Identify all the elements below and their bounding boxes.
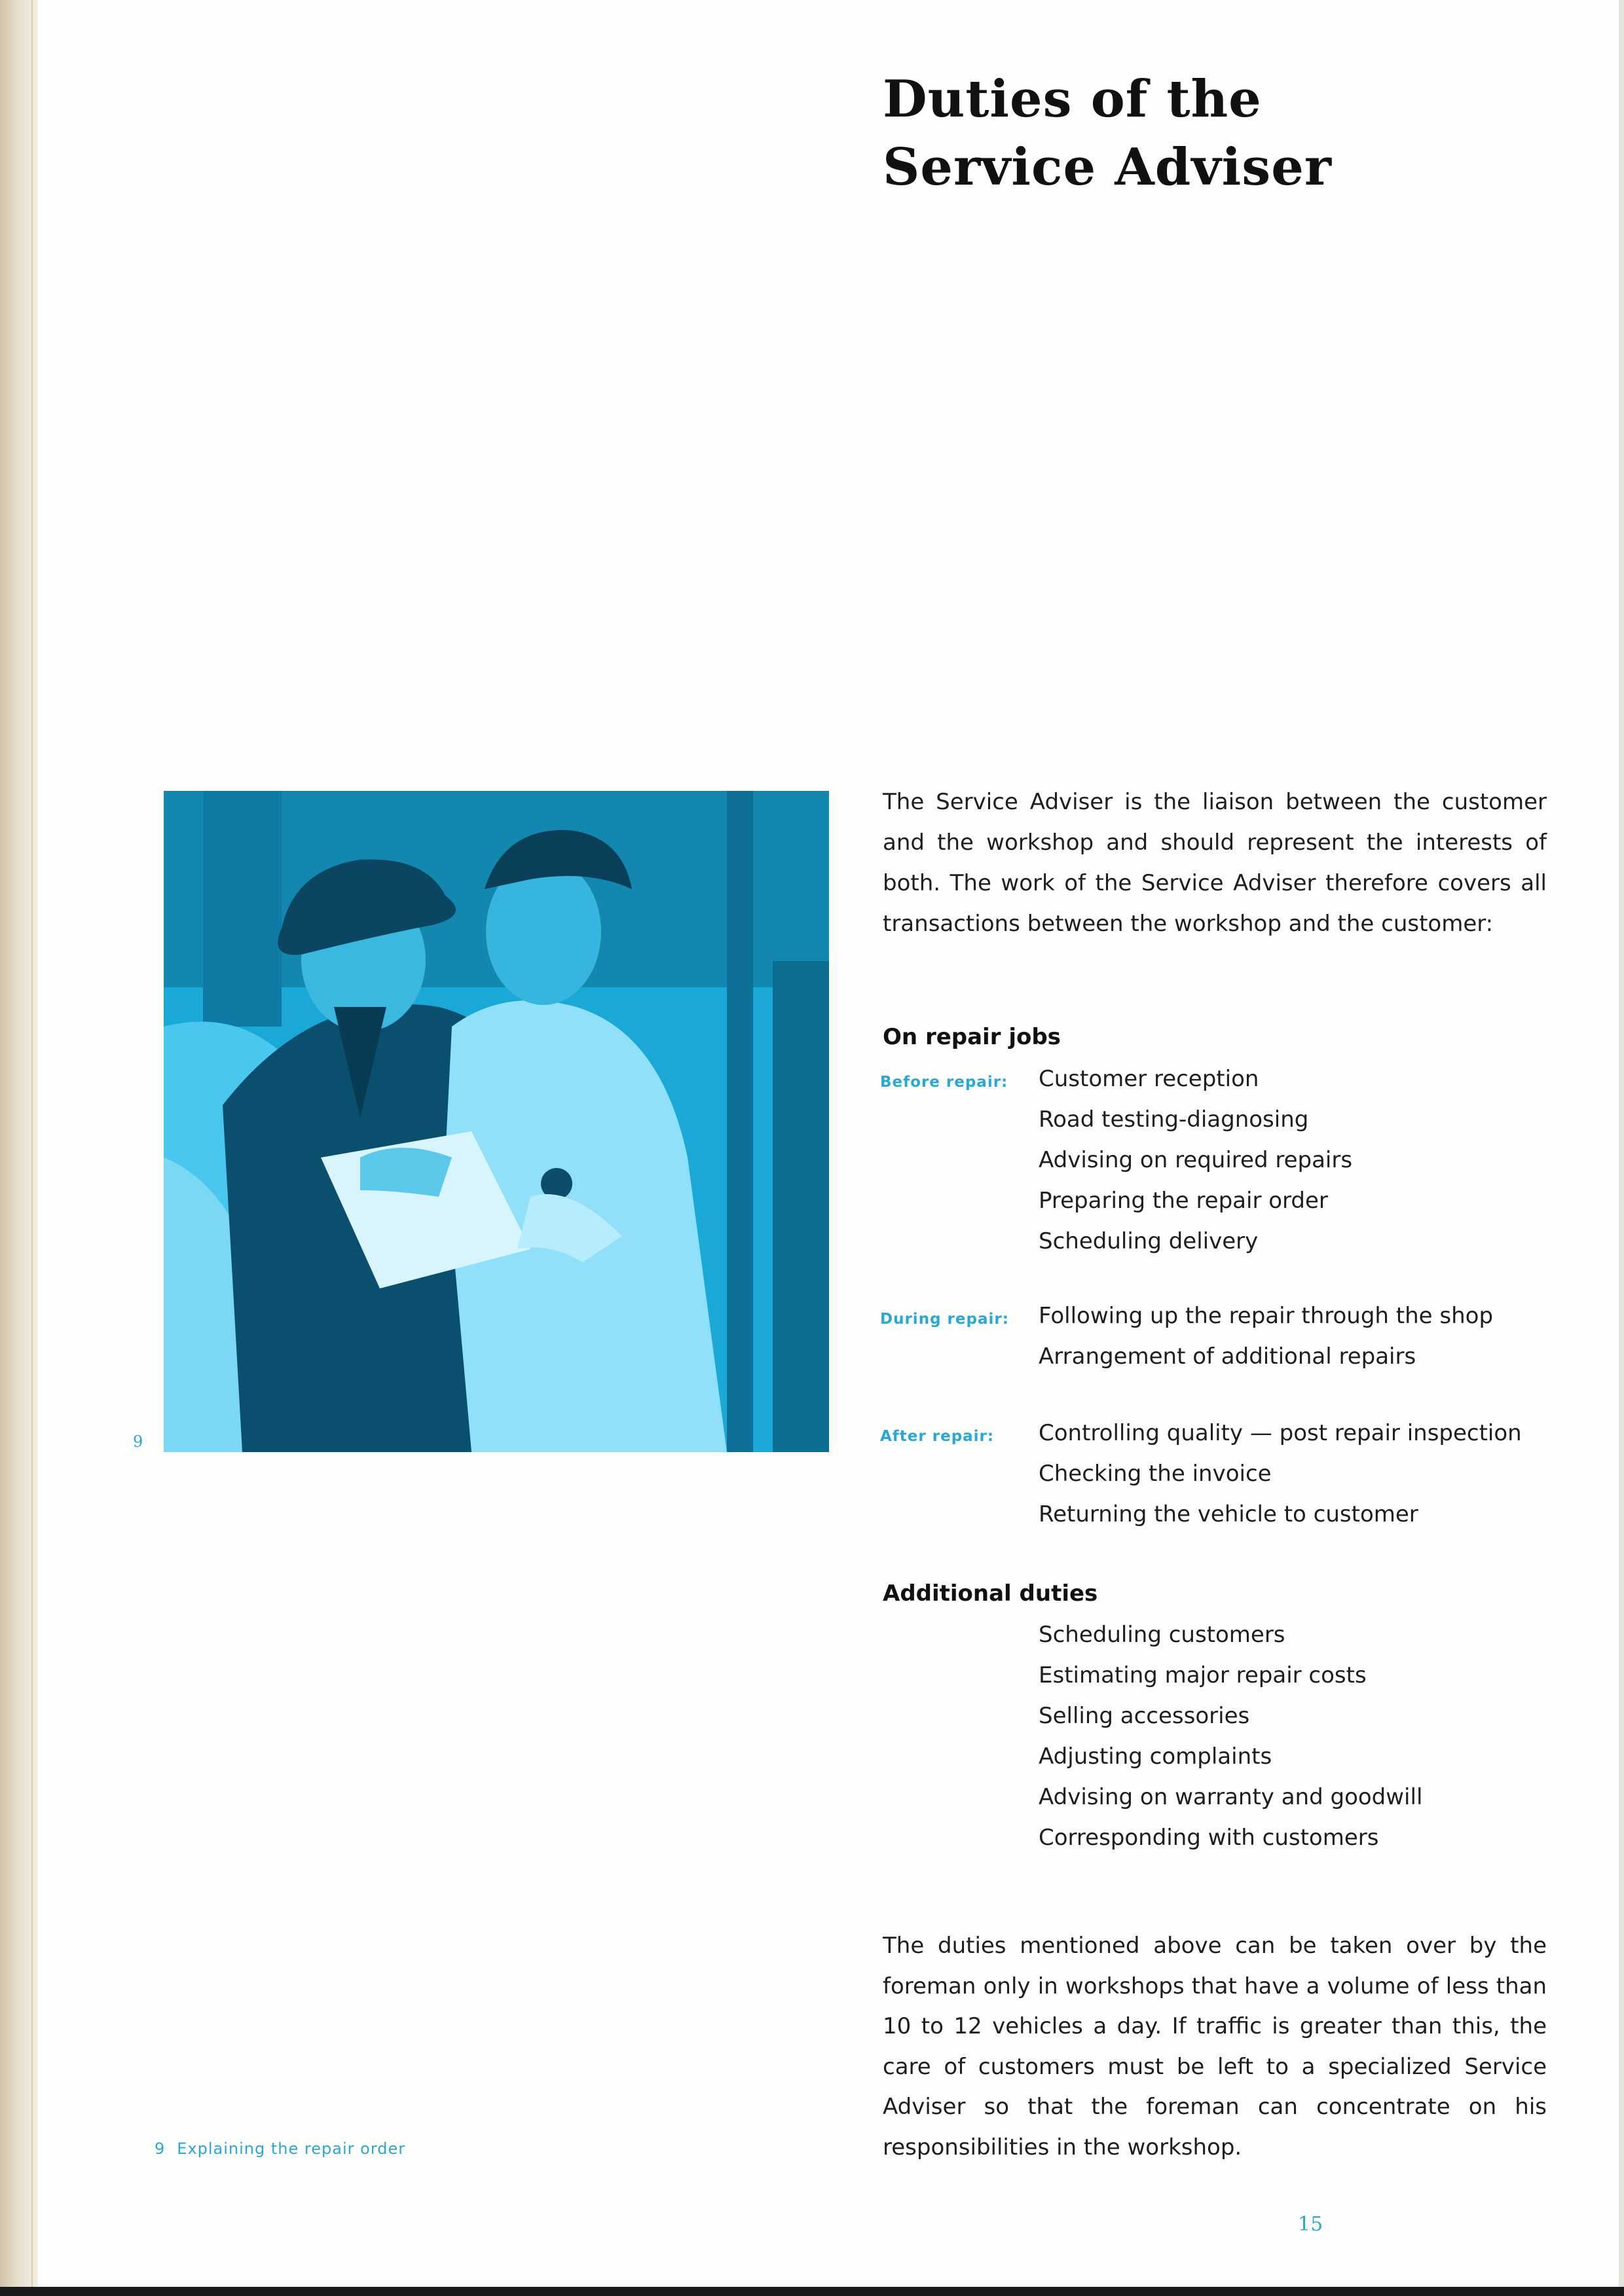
- list-additional-duties: [1039, 1614, 1422, 1858]
- list-before-repair: [1039, 1059, 1352, 1262]
- list-item: Adjusting complaints: [1039, 1743, 1272, 1770]
- list-item: Preparing the repair order: [1039, 1188, 1328, 1214]
- binding-stitch-line: [31, 0, 33, 2296]
- title-line-2: Service Adviser: [883, 137, 1332, 197]
- list-item: Controlling quality — post repair inspection: [1039, 1420, 1522, 1446]
- label-before-repair: Before repair:: [880, 1074, 1008, 1091]
- page-number: 15: [1298, 2213, 1323, 2236]
- list-after-repair: [1039, 1413, 1522, 1535]
- list-item: Estimating major repair costs: [1039, 1662, 1367, 1688]
- figure-number: 9: [133, 1432, 143, 1451]
- heading-additional-duties: Additional duties: [883, 1580, 1098, 1607]
- intro-paragraph: The Service Adviser is the liaison between the customer and the workshop and should represent the interests of both. The work of the Service Adviser therefore covers all transactions between the workshop and the customer:: [883, 789, 1547, 937]
- list-item: Corresponding with customers: [1039, 1825, 1379, 1851]
- list-item: Following up the repair through the shop: [1039, 1303, 1494, 1329]
- label-after-repair: After repair:: [880, 1428, 995, 1445]
- title-line-1: Duties of the: [883, 69, 1262, 129]
- figure-caption: [155, 2140, 405, 2158]
- photo-illustration: [164, 791, 829, 1452]
- label-during-repair: During repair:: [880, 1311, 1009, 1328]
- heading-on-repair-jobs: On repair jobs: [883, 1024, 1061, 1050]
- list-item: Advising on warranty and goodwill: [1039, 1784, 1423, 1810]
- caption-number: 9: [155, 2140, 166, 2158]
- list-item: Customer reception: [1039, 1066, 1259, 1092]
- list-item: Road testing-diagnosing: [1039, 1106, 1309, 1133]
- list-item: Scheduling delivery: [1039, 1228, 1259, 1254]
- page-bottom-edge: [0, 2287, 1624, 2296]
- list-item: Returning the vehicle to customer: [1039, 1501, 1418, 1527]
- closing-paragraph: The duties mentioned above can be taken over by the foreman only in workshops that have a volume of less than 10 to 12 vehicles a day. If traffic is greater than this, the care of customers must be left to a specialized Service Adviser so that the foreman can concentrate on his responsibilities in the workshop.: [883, 1933, 1547, 2160]
- page-title: [883, 65, 1332, 202]
- list-item: Selling accessories: [1039, 1703, 1250, 1729]
- list-item: Advising on required repairs: [1039, 1147, 1353, 1173]
- list-item: Arrangement of additional repairs: [1039, 1343, 1416, 1370]
- figure-photo-service-adviser: [164, 791, 829, 1452]
- list-item: Checking the invoice: [1039, 1461, 1272, 1487]
- page-right-edge: [1619, 0, 1624, 2296]
- list-item: Scheduling customers: [1039, 1622, 1285, 1648]
- list-during-repair: [1039, 1296, 1493, 1377]
- caption-text: Explaining the repair order: [177, 2140, 406, 2158]
